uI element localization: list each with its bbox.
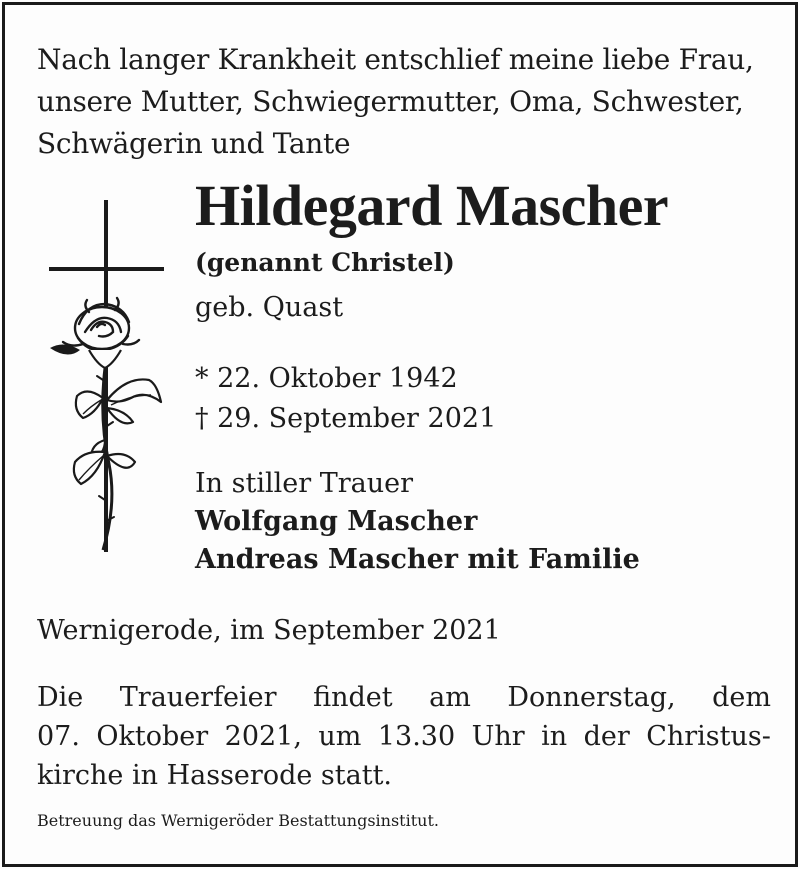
word: in [541,721,568,752]
word: dem [712,682,771,713]
word: Uhr [471,721,525,752]
word: Christus- [646,721,771,752]
life-dates [195,359,496,439]
ceremony-line [37,678,771,717]
ceremony-text [37,678,771,795]
death-date: † 29. September 2021 [195,403,497,434]
word: um [318,721,362,752]
word: findet [313,682,393,713]
word: Oktober [96,721,209,752]
funeral-home-credit: Betreuung das Wernigeröder Bestattungsinstitut. [37,811,439,830]
ceremony-line: kirche in Hasserode statt. [37,760,393,791]
place-and-date: Wernigerode, im September 2021 [37,615,501,646]
birth-name: geb. Quast [195,292,344,323]
deceased-nickname: (genannt Christel) [195,248,455,277]
word: 07. [37,721,80,752]
mourning-heading: In stiller Trauer [195,468,414,499]
word: 2021, [224,721,302,752]
birth-date: * 22. Oktober 1942 [195,363,458,394]
word: Donnerstag, [507,682,676,713]
obituary-notice [2,2,798,867]
intro-text [37,39,777,165]
mourner-name: Andreas Mascher mit Familie [195,544,640,575]
intro-line: Schwägerin und Tante [37,127,351,160]
word: der [583,721,630,752]
word: Die [37,682,84,713]
word: Trauerfeier [119,682,277,713]
mourner-name: Wolfgang Mascher [195,506,478,537]
ceremony-line [37,717,771,756]
intro-line: unsere Mutter, Schwiegermutter, Oma, Schwester, [37,85,744,118]
word: 13.30 [377,721,456,752]
word: am [429,682,471,713]
deceased-name: Hildegard Mascher [195,173,669,238]
intro-line: Nach langer Krankheit entschlief meine liebe Frau, [37,43,754,76]
cross-with-rose-icon [45,200,165,560]
mourners-block [195,465,640,579]
